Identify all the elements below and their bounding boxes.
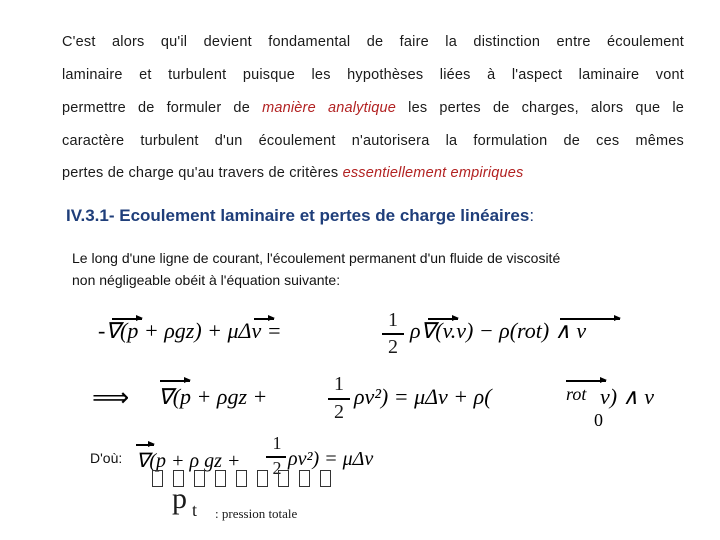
vector-arrow: [160, 380, 190, 382]
paragraph-line-1: C'est alors qu'il devient fondamental de faire la distinction entre écoulement: [62, 34, 684, 50]
section-heading: [66, 206, 534, 226]
d-ou-label: D'où:: [90, 450, 123, 466]
intro-line-2: non négligeable obéit à l'équation suivante:: [72, 272, 341, 288]
vector-arrow: [566, 380, 606, 382]
paragraph-line-3: [62, 100, 684, 116]
eq2-fraction-bar: [328, 398, 350, 400]
intro-line-1: Le long d'une ligne de courant, l'écoulement permanent d'un fluide de viscosité: [72, 250, 561, 266]
missing-glyph-icon: [152, 470, 163, 487]
eq1-fraction-bar: [382, 333, 404, 335]
emphasis-empiriques: essentiellement empiriques: [342, 165, 524, 181]
paragraph-text: les pertes de charges, alors que le: [396, 100, 684, 116]
eq2-rhs-b: v) ∧ v: [600, 384, 654, 409]
section-title-colon: :: [529, 206, 535, 225]
eq1-half-num: 1: [388, 309, 398, 331]
emphasis-analytique: manière analytique: [262, 100, 397, 116]
eq3-rhs: ρv²) = μΔv: [288, 448, 374, 470]
missing-glyph-icon: [299, 470, 310, 487]
eq2-num: 1: [334, 373, 344, 395]
pt-subscript: t: [192, 500, 198, 520]
paragraph-line-4: caractère turbulent d'un écoulement n'autorisera la formulation de ces mêmes: [62, 133, 684, 149]
missing-glyph-icon: [257, 470, 268, 487]
eq2-lhs: ∇(p + ρgz +: [158, 384, 268, 409]
eq2-rhs-a: ρv²) = μΔv + ρ(: [354, 384, 492, 409]
pt-symbol: p: [172, 482, 187, 515]
eq1-rhs: ρ∇(v.v) − ρ(rot) ∧ v: [410, 318, 587, 343]
eq2-den: 2: [334, 401, 344, 423]
eq2-rot: rot: [566, 384, 587, 404]
implies-symbol: ⟹: [92, 383, 130, 412]
eq1-half-den: 2: [388, 336, 398, 358]
paragraph-line-2: laminaire et turbulent puisque les hypothèses liées à l'aspect laminaire vont: [62, 67, 684, 83]
missing-glyph-icon: [236, 470, 247, 487]
eq3-den: 2: [272, 458, 282, 478]
missing-glyph-icon: [278, 470, 289, 487]
eq2-zero: 0: [594, 410, 603, 430]
missing-glyph-icon: [215, 470, 226, 487]
eq3-lhs: ∇(p + ρ gz +: [136, 450, 241, 472]
section-title: IV.3.1- Ecoulement laminaire et pertes de charge linéaires: [66, 206, 530, 225]
missing-glyph-icon: [194, 470, 205, 487]
eq3-num: 1: [272, 433, 282, 453]
paragraph-text: pertes de charge qu'au travers de critères: [62, 165, 343, 181]
vector-arrow: [136, 444, 154, 446]
missing-glyph-icon: [320, 470, 331, 487]
pt-label: : pression totale: [215, 506, 298, 521]
paragraph-text: permettre de formuler de: [62, 100, 263, 116]
paragraph-line-5: [62, 165, 684, 181]
eq1-lhs: -∇(p + ρgz) + μΔv =: [98, 318, 282, 343]
